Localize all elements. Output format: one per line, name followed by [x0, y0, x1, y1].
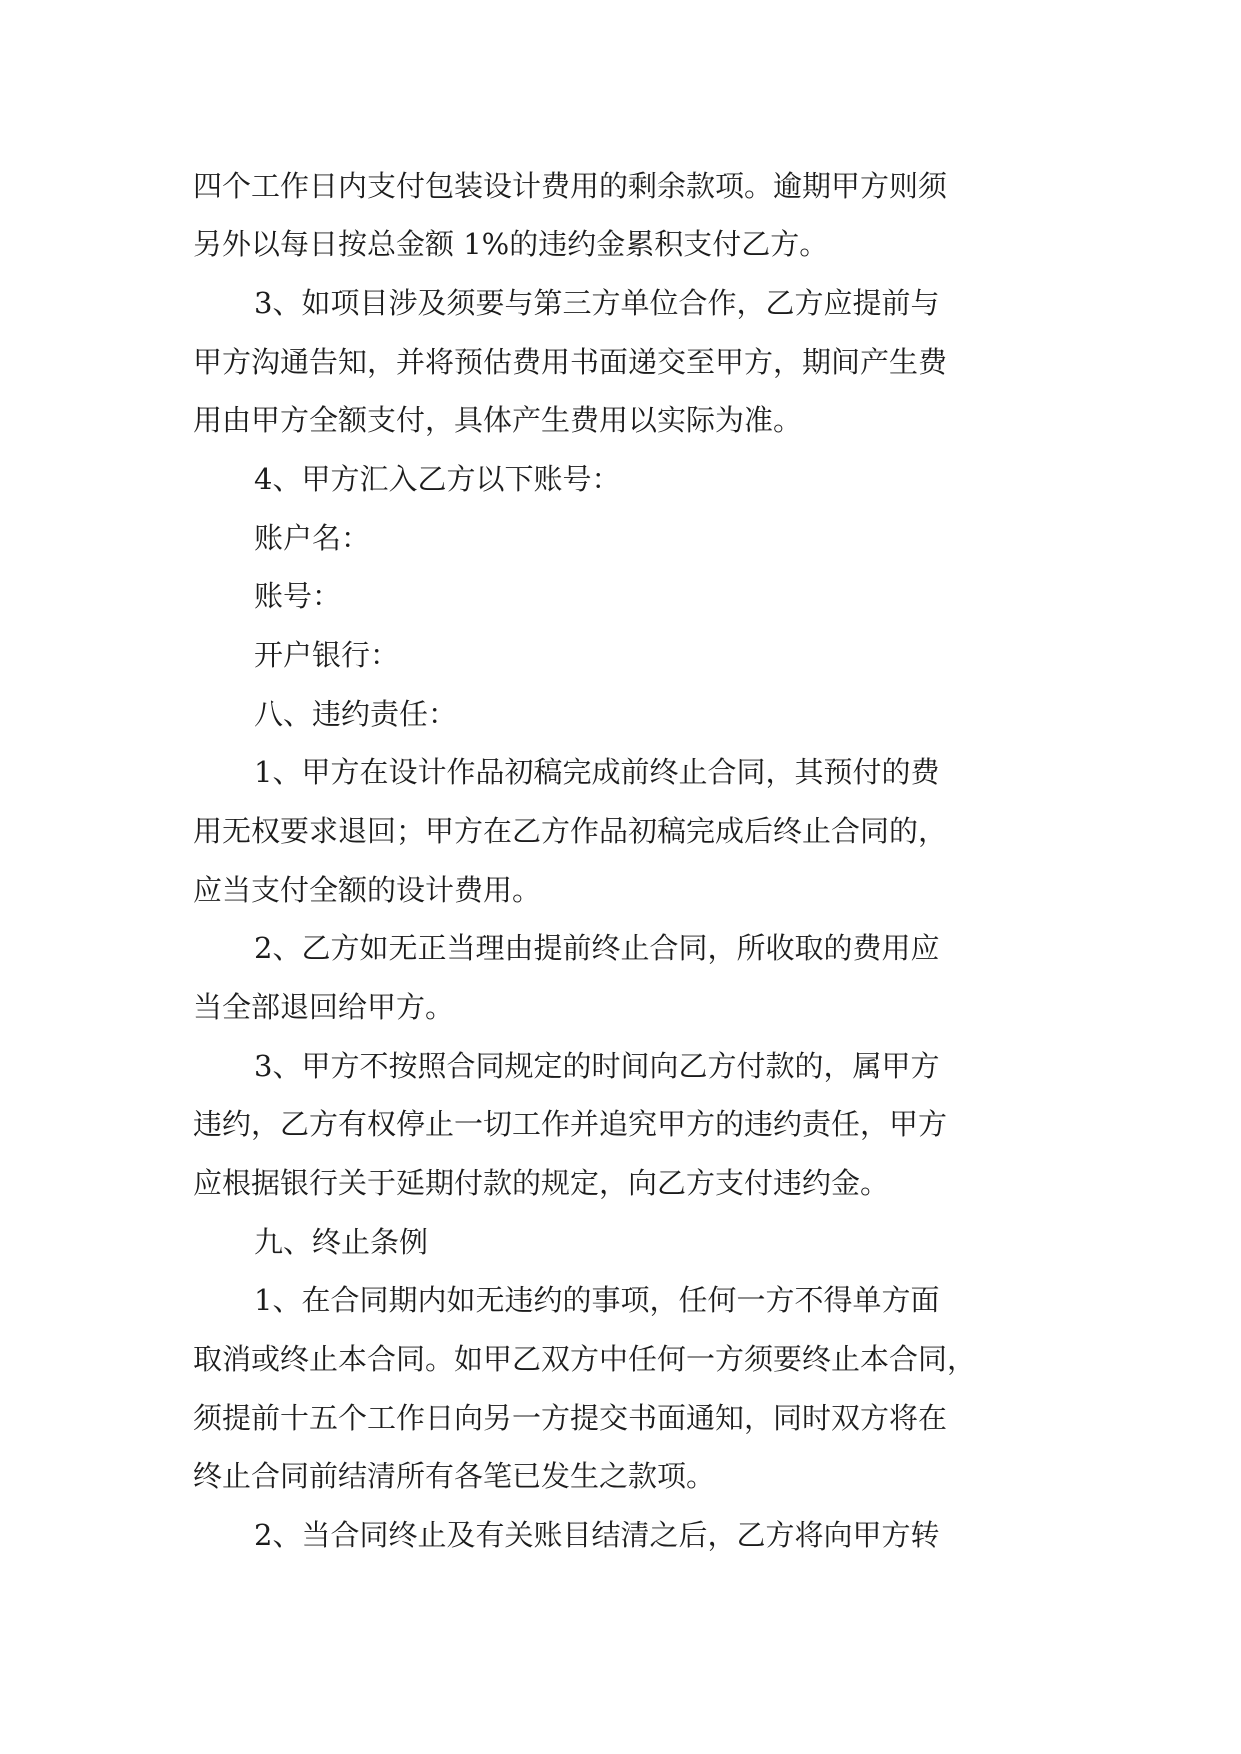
body-text-line: 另外以每日按总金额 1%的违约金累积支付乙方。	[193, 227, 829, 261]
body-text-line: 取消或终止本合同。如甲乙双方中任何一方须要终止本合同，	[193, 1342, 977, 1376]
section-heading-liability: 八、违约责任：	[254, 697, 458, 731]
body-text-line: 3、如项目涉及须要与第三方单位合作，乙方应提前与	[254, 286, 940, 320]
body-text-line: 用无权要求退回；甲方在乙方作品初稿完成后终止合同的，	[193, 814, 948, 848]
body-text-line: 四个工作日内支付包装设计费用的剩余款项。逾期甲方则须	[193, 169, 948, 203]
body-text-line: 违约，乙方有权停止一切工作并追究甲方的违约责任，甲方	[193, 1107, 948, 1141]
body-text-line: 甲方沟通告知，并将预估费用书面递交至甲方，期间产生费	[193, 345, 948, 379]
body-text-line: 应当支付全额的设计费用。	[193, 873, 542, 907]
body-text-line: 2、当合同终止及有关账目结清之后，乙方将向甲方转	[254, 1518, 940, 1552]
body-text-line: 用由甲方全额支付，具体产生费用以实际为准。	[193, 403, 803, 437]
account-number-label: 账号：	[254, 579, 342, 613]
section-heading-termination: 九、终止条例	[254, 1225, 429, 1259]
body-text-line: 4、甲方汇入乙方以下账号：	[254, 462, 621, 496]
body-text-line: 须提前十五个工作日向另一方提交书面通知，同时双方将在	[193, 1401, 948, 1435]
body-text-line: 3、甲方不按照合同规定的时间向乙方付款的，属甲方	[254, 1049, 940, 1083]
body-text-line: 2、乙方如无正当理由提前终止合同，所收取的费用应	[254, 931, 940, 965]
bank-label: 开户银行：	[254, 638, 400, 672]
body-text-line: 终止合同前结清所有各笔已发生之款项。	[193, 1459, 716, 1493]
body-text-line: 1、在合同期内如无违约的事项，任何一方不得单方面	[254, 1283, 940, 1317]
body-text-line: 应根据银行关于延期付款的规定，向乙方支付违约金。	[193, 1166, 890, 1200]
account-name-label: 账户名：	[254, 521, 371, 555]
body-text-line: 当全部退回给甲方。	[193, 990, 455, 1024]
body-text-line: 1、甲方在设计作品初稿完成前终止合同，其预付的费	[254, 755, 940, 789]
